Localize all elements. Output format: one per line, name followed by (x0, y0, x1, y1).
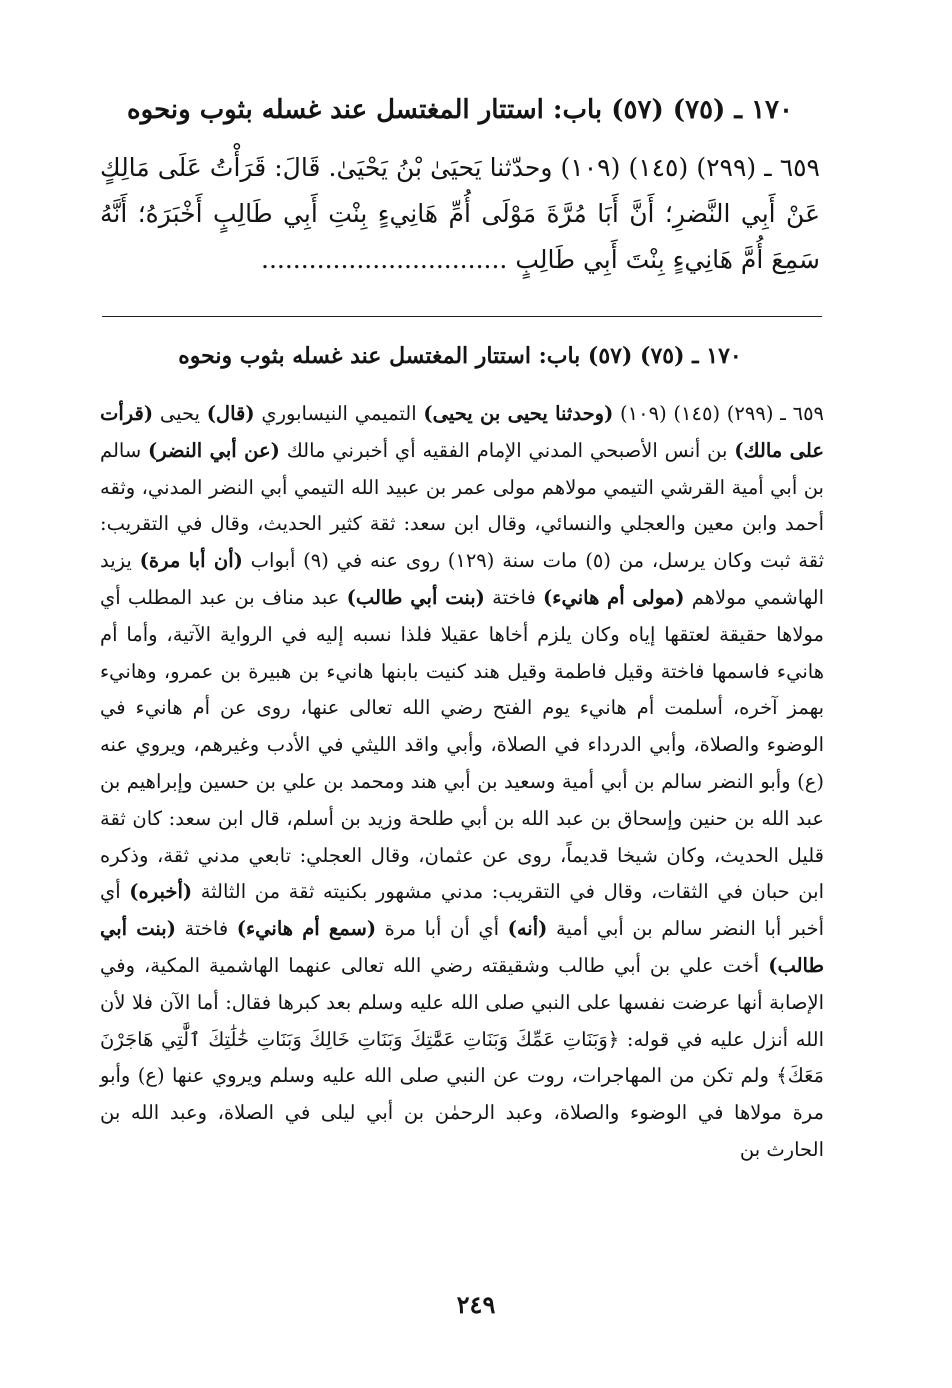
commentary-segment: بن أنس الأصبحي المدني الإمام الفقيه أي أخبرني مالك (279, 438, 735, 462)
hadith-text (100, 145, 820, 283)
page-number: ٢٤٩ (456, 1290, 496, 1319)
commentary-segment: أي أخبر أبا النضر سالم بن أبي أمية (100, 880, 824, 941)
commentary-text (100, 396, 824, 1169)
section-divider (102, 316, 822, 317)
hadith-body: ٦٥٩ ـ (٢٩٩) (١٤٥) (١٠٩) وحدّثنا يَحيَىٰ بْنُ يَحْيَىٰ. قَالَ: قَرَأْتُ عَلَى مَالِكٍ عَنْ أَبِي النَّضرِ؛ أَنَّ أَبَا مُرَّةَ مَوْلَى أُمِّ هَانِيءٍ بِنْتِ أَبِي طَالِبٍ أَخْبَرَهُ؛ أَنَّهُ سَمِعَ أُمَّ هَانِيءٍ بِنْتَ أَبِي طَالِبٍ (100, 153, 820, 274)
hadith-ellipsis: ............................... (261, 245, 508, 274)
quoted-phrase: (بنت أبي طالب) (100, 917, 824, 977)
commentary-segment: يزيد الهاشمي مولاهم (100, 549, 824, 609)
quoted-phrase: (قال) (206, 402, 255, 425)
commentary-segment: فاختة (484, 585, 544, 609)
commentary-segment: فاختة (175, 917, 237, 941)
commentary-segment: سالم بن أبي أمية القرشي التيمي مولاهم مولى عمر بن عبيد الله التيمي أبي النضر المدني، وثقه أحمد وابن معين والعجلي والنسائي، وقال ابن سعد: ثقة كثير الحديث، وقال في التقريب: ثقة ثبت وكان يرسل، من (٥) مات سنة (١٢٩) روى عنه في (٩) أبواب (100, 438, 825, 573)
quoted-phrase: (أن أبا مرة) (139, 549, 243, 573)
quoted-phrase: (بنت أبي طالب) (346, 585, 485, 609)
quoted-phrase: (مولى أم هانيء) (543, 585, 685, 609)
commentary-segment: ٦٥٩ ـ (٢٩٩) (١٤٥) (١٠٩) (613, 402, 825, 425)
commentary-segment: عبد مناف بن عبد المطلب أي مولاها حقيقة لعتقها إياه وكان يلزم أخاها عقيلا فلذا نسبه إليه في الرواية الآتية، وأما أم هانيء فاسمها فاختة وقيل فاطمة وقيل هند كنيت بابنها هانيء بن هبيرة بن عمرو، وهانيء بهمز آخره، أسلمت أم هانيء يوم الفتح رضي الله تعالى عنها، روى عن أم هانيء في الوضوء والصلاة، وأبي الدرداء في الصلاة، وأبي واقد الليثي في الأدب وغيرهم، ويروي عنه (ع) وأبو النضر سالم بن أبي أمية وسعيد بن أبي هند ومحمد بن علي بن حسين وإبراهيم بن عبد الله بن حنين وإسحاق بن عبد الله بن أبي طلحة وزيد بن أسلم، قال ابن سعد: كان ثقة قليل الحديث، وكان شيخا قديماً، روى عن عثمان، وقال العجلي: تابعي مدني ثقة، وذكره ابن حبان في الثقات، وقال في التقريب: مدني مشهور بكنيته ثقة من الثالثة (100, 585, 824, 904)
quoted-phrase: (وحدثنا يحيى بن يحيى) (423, 402, 614, 425)
quoted-phrase: (أخبره) (129, 880, 193, 904)
commentary-segment: أخت علي بن أبي طالب وشقيقته رضي الله تعالى عنهما الهاشمية المكية، وفي الإصابة أنها عرضت نفسها على النبي صلى الله عليه وسلم بعد كبرها فقال: أما الآن فلا لأن الله أنزل عليه في قوله: ﴿وَبَنَاتِ عَمِّكَ وَبَنَاتِ عَمَّٰتِكَ وَبَنَاتِ خَالِكَ وَبَنَاتِ خَٰلَٰتِكَ ٱلَّٰتِي هَاجَرْنَ مَعَكَ﴾ ولم تكن من المهاجرات، روت عن النبي صلى الله عليه وسلم ويروي عنها (ع) وأبو مرة مولاها في الوضوء والصلاة، وعبد الرحمٰن بن أبي ليلى في الصلاة، وعبد الله بن الحارث بن (100, 953, 824, 1161)
commentary-segment: أي أن أبا مرة (376, 917, 508, 941)
commentary-heading: ١٧٠ ـ (٧٥) (٥٧) باب: استتار المغتسل عند غسله بثوب ونحوه (178, 343, 742, 369)
quoted-phrase: (سمع أم هانيء) (236, 917, 377, 941)
quoted-phrase: (عن أبي النضر) (148, 438, 280, 462)
quoted-phrase: (قرأت على مالك) (100, 402, 825, 462)
commentary-segment: التميمي النيسابوري (254, 402, 424, 425)
commentary-segment: يحيى (153, 402, 207, 425)
chapter-heading: ١٧٠ ـ (٧٥) (٥٧) باب: استتار المغتسل عند غسله بثوب ونحوه (127, 95, 793, 125)
quoted-phrase: (أنه) (507, 917, 548, 941)
